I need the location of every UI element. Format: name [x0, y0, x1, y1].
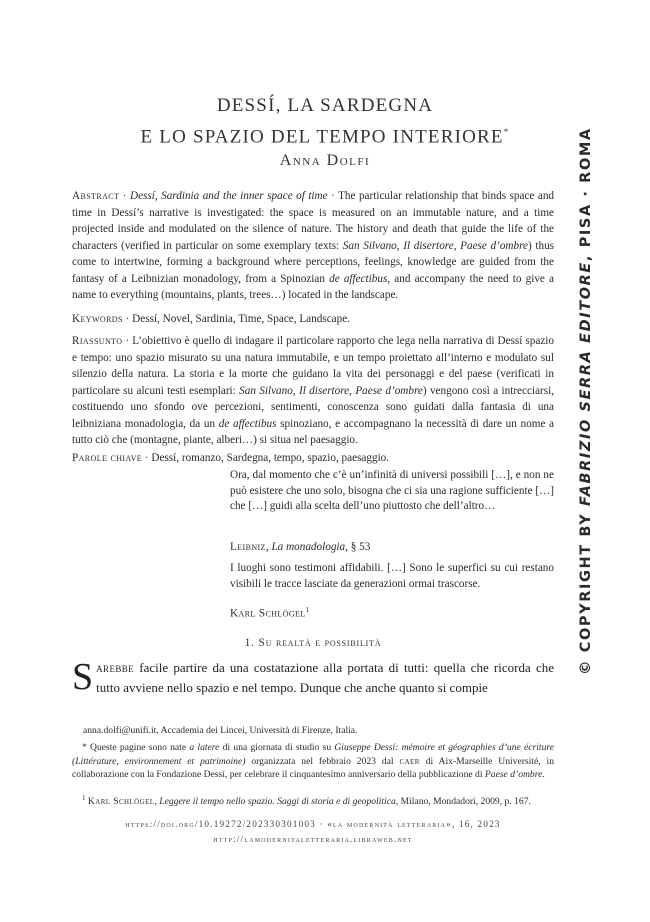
riassunto-text-2: ) vengono così a intrecciarsi, costituendo uno sfondo ove percezioni, sentimenti, conoscenza sono guidati dalla fantasia di una leibniziana monadologia, da un — [72, 384, 555, 430]
epigraph-leibniz-ref: , § 53 — [345, 541, 371, 553]
abstract-latin: de affectibus — [329, 272, 388, 285]
article-title — [60, 92, 590, 150]
section-number: 1. — [244, 637, 259, 649]
title-line-1: DESSÍ, LA SARDEGNA — [216, 95, 434, 116]
section-heading — [72, 637, 554, 649]
riassunto-comma-2: , — [349, 384, 356, 397]
footnote-star-end: . — [542, 769, 545, 780]
parole-chiave — [72, 450, 554, 467]
footnote-star-latin: a latere — [189, 742, 220, 753]
parole-chiave-text: Dessí, romanzo, Sardegna, tempo, spazio, paesaggio. — [151, 452, 390, 464]
epigraph-leibniz-author: Leibniz — [230, 541, 266, 553]
abstract-text-2: ) thus come to intertwine, forming a background where perceptions, feelings, knowledge are guided from the fantasy of a Leibnizian monadology, from a Spinozian — [72, 239, 555, 285]
footnote-star — [72, 741, 554, 782]
keywords — [72, 311, 554, 328]
riassunto-comma-1: , — [292, 384, 299, 397]
footnote-star-caer: caer — [399, 755, 420, 767]
riassunto — [72, 333, 554, 449]
body-lead-word: arebbe — [96, 660, 135, 675]
keywords-separator: · — [122, 313, 133, 325]
footnote-1 — [72, 792, 554, 809]
riassunto-example-3: Paese d’ombre — [355, 384, 423, 397]
abstract-text-1: The particular relationship that binds space and time in Dessí’s narrative is investigated: the space is measured on an immutable nature, and a time projected inside and modulated on the silence of nature. The history and death that guide the life of the characters (verified in particular on some exemplary texts: — [72, 190, 555, 252]
footnote-1-rest: , Milano, Mondadori, 2009, p. 167. — [395, 796, 531, 808]
keywords-text: Dessí, Novel, Sardinia, Time, Space, Landscape. — [132, 313, 350, 325]
author-affiliation-note: anna.dolfi@unifi.it, Accademia dei Lincei, Università di Firenze, Italia. — [83, 725, 358, 736]
keywords-label: Keywords — [72, 313, 123, 325]
abstract-example-2: Il disertore — [403, 239, 454, 252]
footnote-1-author: Karl Schlögel — [87, 796, 155, 808]
footnote-star-event: Giuseppe Dessí: mémoire et géographies d’une écriture (Littérature, environnement et patrimoine) — [72, 742, 555, 767]
footnote-ref-1: 1 — [305, 606, 310, 614]
title-footnote-mark: * — [503, 127, 510, 137]
riassunto-label: Riassunto — [72, 335, 123, 347]
abstract — [72, 188, 554, 304]
riassunto-separator: · — [122, 335, 133, 347]
website-footer: http://lamodernitaletteraria.libraweb.net — [213, 834, 413, 844]
riassunto-latin: de affectibus — [218, 417, 277, 430]
section-title: Su realtà e possibilità — [258, 637, 382, 649]
footnote-star-text-2: di una giornata di studio su — [219, 742, 335, 753]
epigraph-leibniz-work: La monadologia — [271, 541, 346, 553]
epigraph-schloegel-author: Karl Schlögel — [230, 607, 306, 620]
title-line-2 — [60, 119, 590, 150]
abstract-separator: · — [119, 190, 130, 202]
abstract-label: Abstract — [72, 190, 120, 202]
author-name: Anna Dolfi — [279, 152, 371, 169]
body-paragraph — [72, 658, 554, 698]
abstract-comma-2: , — [453, 239, 461, 252]
drop-cap: S — [72, 656, 94, 698]
doi-footer: https://doi.org/10.19272/202330301003 · «la modernità letteraria», 16, 2023 — [125, 819, 501, 829]
abstract-example-1: San Silvano — [342, 239, 397, 252]
abstract-comma-1: , — [396, 239, 404, 252]
footnote-star-book: Paese d’ombre — [484, 769, 543, 780]
abstract-title: Dessí, Sardinia and the inner space of time — [129, 190, 328, 202]
epigraph-leibniz-source — [230, 540, 554, 556]
footnote-1-title: Leggere il tempo nello spazio. Saggi di storia e di geopolitica — [159, 796, 396, 808]
body-text: facile partire da una costatazione alla portata di tutti: quella che ricorda che tutto avviene nello spazio e nel tempo. Dunque che anche quanto si compie — [96, 660, 554, 695]
copyright-vertical — [578, 127, 594, 675]
abstract-example-3: Paese d’ombre — [460, 239, 529, 252]
footnote-star-mark: * — [82, 742, 87, 753]
parole-chiave-label: Parole chiave — [72, 452, 143, 464]
title-line-2-text: E LO SPAZIO DEL TEMPO INTERIORE — [140, 126, 504, 148]
riassunto-example-1: San Silvano — [239, 384, 293, 397]
abstract-text-3: , and accompany the need to give a name to everything (mountains, plants, trees…) located in the landscape. — [72, 272, 554, 301]
copyright-prefix: © COPYRIGHT BY — [578, 506, 594, 675]
riassunto-text-1: L’obiettivo è quello di indagare il particolare rapporto che lega nella narrativa di Dessí spazio e tempo: uno spazio misurato su una natura immutabile, e un tempo proiettato all’interno e modulato sul silenzio della natura. La storia e la morte che guidano la vita dei personaggi e del paese (verificati in particolare su alcuni testi esemplari: — [72, 335, 554, 397]
epigraph-schloegel-source — [230, 603, 554, 622]
footnote-star-text-3: organizzata nel febbraio 2023 dal — [245, 755, 400, 767]
abstract-separator-2: · — [327, 190, 339, 202]
footnote-1-sep: , — [154, 796, 160, 808]
riassunto-example-2: Il disertore — [298, 384, 350, 397]
epigraph-leibniz: Ora, dal momento che c’è un’infinità di universi possibili […], e non ne può esistere che uno solo, bisogna che ci sia una ragione sufficiente […] che […] guidi alla scelta dell’uno piuttosto che dell’altro… — [230, 469, 554, 512]
epigraph-leibniz-sep: , — [265, 541, 272, 553]
footnote-1-mark: 1 — [82, 794, 86, 802]
footnote-star-text-1: Queste pagine sono nate — [86, 742, 190, 753]
copyright-suffix: , PISA · ROMA — [578, 127, 594, 262]
parole-chiave-separator: · — [142, 452, 152, 464]
footnote-star-text-4: di Aix-Marseille Université, in collaborazione con la Fondazione Dessí, per celebrare il cinquantesimo anniversario della pubblicazione di — [72, 755, 555, 780]
copyright-publisher: FABRIZIO SERRA EDITORE — [578, 261, 594, 506]
riassunto-text-3: spinoziano, e accompagnano la necessità di dare un nome a tutto ciò che (montagne, piante, alberi…) si situa nel paesaggio. — [72, 417, 554, 446]
epigraph-schloegel: I luoghi sono testimoni affidabili. […] Sono le superfici su cui restano visibili le tracce lasciate da generazioni ormai trascorse. — [230, 562, 554, 590]
